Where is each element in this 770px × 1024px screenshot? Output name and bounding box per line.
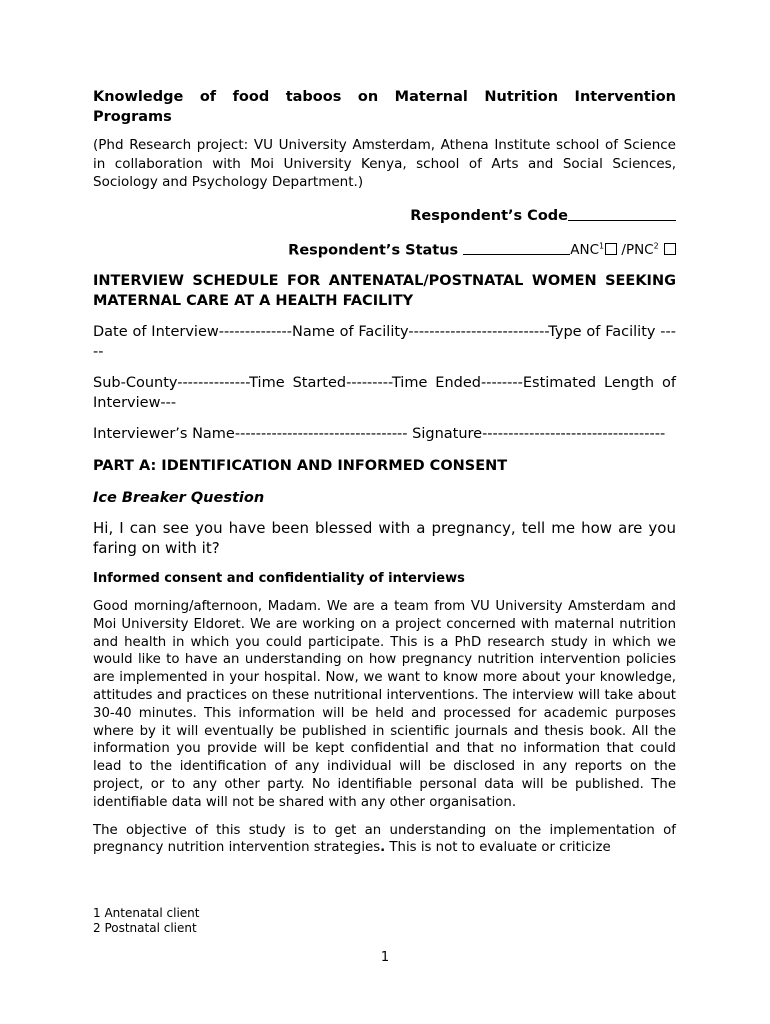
anc-checkbox[interactable] — [605, 243, 617, 255]
respondent-status-field[interactable] — [463, 240, 570, 255]
document-subtitle: (Phd Research project: VU University Amsterdam, Athena Institute school of Science in collaboration with Moi University Kenya, school of Arts and Social Sciences, Sociology and Psychology Department.) — [93, 137, 676, 190]
objective-text-rest: This is not to evaluate or criticize — [385, 840, 611, 856]
objective-paragraph — [93, 822, 676, 858]
pnc-label: /PNC — [621, 242, 654, 258]
anc-footnote-mark: 1 — [599, 241, 605, 251]
objective-text-tail: . — [380, 840, 386, 856]
interviewer-line: Interviewer’s Name--------------------------------- Signature----------------------------------- — [93, 426, 666, 442]
pnc-footnote-mark: 2 — [653, 241, 659, 251]
consent-paragraph: Good morning/afternoon, Madam. We are a team from VU University Amsterdam and Moi University Eldoret. We are working on a project concerned with maternal nutrition and health in which you could participate. This is a PhD research study in which we would like to have an understanding on how pregnancy nutrition intervention policies are implemented in your hospital. Now, we want to know more about your knowledge, attitudes and practices on these nutritional interventions. The interview will take about 30-40 minutes. This information will be held and processed for academic purposes where by it will eventually be published in scientific journals and thesis book. All the information you provide will be kept confidential and that no information that could lead to the identification of any individual will be disclosed in any reports on the project, or to any other party. No identifiable personal data will be published. The identifiable data will not be shared with any other organisation. — [93, 599, 676, 810]
footnote-1: 1 Antenatal client — [93, 906, 200, 920]
document-body — [93, 87, 676, 857]
document-title: Knowledge of food taboos on Maternal Nutrition Intervention Programs — [93, 89, 676, 125]
subcounty-time-line: Sub-County--------------Time Started---------Time Ended--------Estimated Length of Interview--- — [93, 375, 676, 411]
interview-schedule-heading: INTERVIEW SCHEDULE FOR ANTENATAL/POSTNATAL WOMEN SEEKING MATERNAL CARE AT A HEALTH FACILITY — [93, 273, 676, 309]
anc-label: ANC — [570, 242, 599, 258]
respondent-code-label: Respondent’s Code — [410, 207, 568, 224]
ice-breaker-question: Hi, I can see you have been blessed with a pregnancy, tell me how are you faring on with it? — [93, 519, 676, 557]
part-a-heading: PART A: IDENTIFICATION AND INFORMED CONSENT — [93, 458, 508, 474]
consent-heading: Informed consent and confidentiality of interviews — [93, 571, 465, 586]
pnc-checkbox[interactable] — [664, 243, 676, 255]
objective-text: The objective of this study is to get an understanding on the implementation of pregnancy nutrition intervention strategies — [93, 822, 676, 856]
page-number: 1 — [380, 950, 390, 965]
footnotes — [93, 906, 199, 936]
date-facility-line: Date of Interview--------------Name of Facility---------------------------Type of Facility ----- — [93, 324, 676, 360]
respondent-status-label: Respondent’s Status — [288, 242, 459, 258]
respondent-code-field[interactable] — [568, 206, 676, 221]
ice-breaker-heading: Ice Breaker Question — [93, 490, 265, 506]
respondent-code-row — [93, 206, 676, 226]
respondent-status-row — [93, 237, 676, 261]
footnote-2: 2 Postnatal client — [93, 921, 197, 935]
